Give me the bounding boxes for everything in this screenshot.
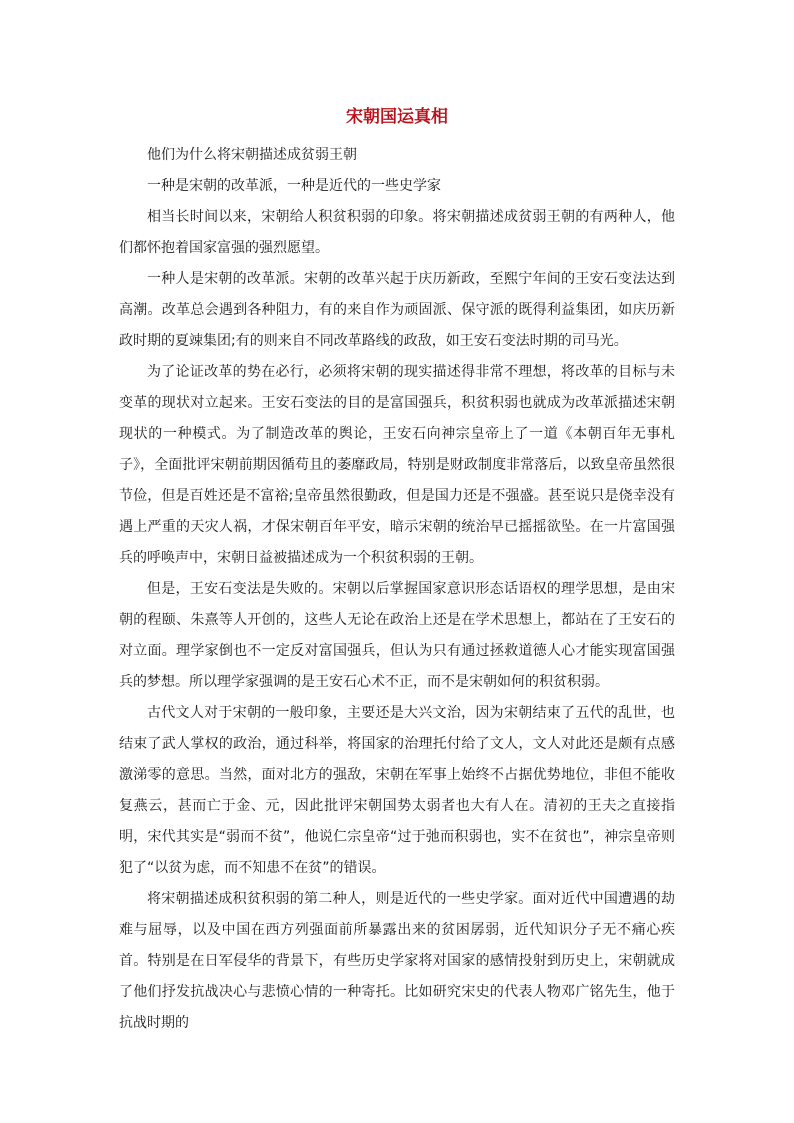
body-paragraph: 古代文人对于宋朝的一般印象，主要还是大兴文治，因为宋朝结束了五代的乱世，也结束了武人掌权的政治，通过科举，将国家的治理托付给了文人，文人对此还是颇有点感激涕零的意思。当然，面对北方的强敌，宋朝在军事上始终不占据优势地位，非但不能收复燕云，甚而亡于金、元，因此批评宋朝国势太弱者也大有人在。清初的王夫之直接指明，宋代其实是“弱而不贫”，他说仁宗皇帝“过于弛而积弱也，实不在贫也”，神宗皇帝则犯了“以贫为虑，而不知患不在贫”的错误。 — [119, 705, 675, 876]
body-paragraph: 为了论证改革的势在必行，必须将宋朝的现实描述得非常不理想，将改革的目标与未变革的现状对立起来。王安石变法的目的是富国强兵，积贫积弱也就成为改革派描述宋朝现状的一种模式。为了制造改革的舆论，王安石向神宗皇帝上了一道《本朝百年无事札子》，全面批评宋朝前期因循苟且的萎靡政局，特别是财政制度非常落后，以致皇帝虽然很节俭，但是百姓还是不富裕;皇帝虽然很勤政，但是国力还是不强盛。甚至说只是侥幸没有遇上严重的天灾人祸，才保宋朝百年平安，暗示宋朝的统治早已摇摇欲坠。在一片富国强兵的呼唤声中，宋朝日益被描述成为一个积贫积弱的王朝。 — [119, 364, 675, 566]
body-paragraph: 将宋朝描述成积贫积弱的第二种人，则是近代的一些史学家。面对近代中国遭遇的劫难与屈辱，以及中国在西方列强面前所暴露出来的贫困孱弱，近代知识分子无不痛心疾首。特别是在日军侵华的背景下，有些历史学家将对国家的感情投射到历史上，宋朝就成了他们抒发抗战决心与悲愤心情的一种寄托。比如研究宋史的代表人物邓广铭先生，他于抗战时期的 — [119, 891, 675, 1031]
body-paragraph: 但是，王安石变法是失败的。宋朝以后掌握国家意识形态话语权的理学思想，是由宋朝的程颐、朱熹等人开创的，这些人无论在政治上还是在学术思想上，都站在了王安石的对立面。理学家倒也不一定反对富国强兵，但认为只有通过拯救道德人心才能实现富国强兵的梦想。所以理学家强调的是王安石心术不正，而不是宋朝如何的积贫积弱。 — [119, 581, 675, 690]
body-paragraph: 相当长时间以来，宋朝给人积贫积弱的印象。将宋朝描述成贫弱王朝的有两种人，他们都怀抱着国家富强的强烈愿望。 — [119, 209, 675, 256]
subtitle-line: 一种是宋朝的改革派，一种是近代的一些史学家 — [147, 178, 441, 194]
subtitle-line: 他们为什么将宋朝描述成贫弱王朝 — [147, 147, 357, 163]
body-paragraph: 一种人是宋朝的改革派。宋朝的改革兴起于庆历新政，至熙宁年间的王安石变法达到高潮。改革总会遇到各种阻力，有的来自作为顽固派、保守派的既得利益集团，如庆历新政时期的夏竦集团;有的则来自不同改革路线的政敌，如王安石变法时期的司马光。 — [119, 271, 675, 349]
document-title: 宋朝国运真相 — [346, 107, 448, 127]
document-body — [119, 103, 675, 1039]
